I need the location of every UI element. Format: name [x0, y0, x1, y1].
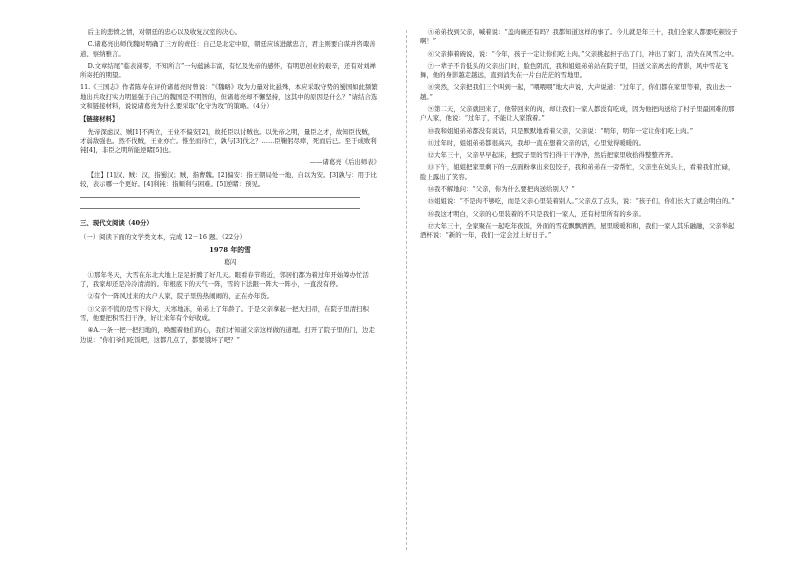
story-paragraph: ⑥父亲捧着碗说，说：“今年，孩子一定让你们吃上肉。”父亲挑起担子出了门，冲出了家门，消失在风雪之中。: [427, 49, 738, 58]
story-author: 葛闪: [223, 257, 237, 266]
left-column: [80, 28, 380, 348]
section-heading: 三、现代文阅读（40分）: [80, 219, 153, 228]
link-heading: 【链接材料】: [80, 115, 119, 124]
story-paragraph: ⑬下午，姐姐把家里剩下的一点面粉拿出来包饺子，我和弟弟在一旁帮忙，父亲坐在炕头上，看着我们忙碌，脸上露出了笑容。: [420, 163, 735, 181]
story-paragraph: ③父亲不慌的是雪下得大，天寒地冻，弟弟上了年龄了。于是父亲拿起一把大扫帚，在院子里清扫积雪，他要把积雪扫干净，好让来年有个好收成。: [80, 304, 369, 323]
story-paragraph: ⑪过年时，姐姐弟弟都很高兴，我却一直在想着父亲的话，心里觉得暖暖的。: [427, 138, 645, 147]
story-paragraph: ⑩我和姐姐弟弟都没有说话，只是默默地看着父亲，父亲说：“明年，明年一定让你们吃上肉。”: [427, 126, 694, 135]
right-column: [420, 28, 740, 243]
story-paragraph: ⑮姐姐说：“不是肉不够吃，而是父亲心里装着别人。”父亲点了点头，说：“孩子们，你们长大了就会明白的。”: [427, 197, 735, 206]
story-paragraph: ⑧突然，父亲把我们三个叫到一起，“喂喂喂”地大声说，大声说道：“过年了，你们都在家里等着，我出去一趟。”: [420, 83, 732, 101]
section-subheading: （一）阅读下面的文学类文本，完成 12－16 题。（22分）: [80, 232, 246, 241]
story-paragraph: ⑭我不解地问：“父亲，你为什么要把肉送给别人？”: [427, 184, 575, 193]
story-paragraph: ⑦一辈子不肯低头的父亲出门时，脸色阴沉，我和姐姐弟弟站在院子里，目送父亲离去的背影，风中雪花飞舞，他的身影越走越远，直到消失在一片白茫茫的雪地里。: [420, 61, 729, 80]
story-paragraph: ④A.一条一把一把扫地的，唤醒着他们的心，我们才知道父亲这样做的道理。打开了院子里的门，边走边说：“你们爷们吃饭吧，这都几点了，都要饿坏了吧？”: [80, 326, 375, 344]
story-paragraph: ⑫大年三十，父亲早早起床，把院子里的雪扫得干干净净，然后把家里收拾得整整齐齐。: [427, 151, 677, 160]
story-paragraph: ⑤弟弟找到父亲，喊着说：“盖肉碗还有吗？我都知道这样的事了。今儿就是年三十，我们全家人都要吃顿饺子啊！”: [420, 28, 738, 46]
link-passage: 先帝深虑汉、贼[1]不两立，王业不偏安[2]，故托臣以讨贼也。以先帝之明，量臣之才，故知臣伐贼，才弱敌强也。然不伐贼，王业亦亡。惟坐而待亡，孰与[3]伐之？……臣鞠躬尽瘁，死而后已。至于成败利钝[4]，非臣之明所能逆睹[5]也。: [80, 127, 377, 155]
paragraph: 后主的悲愤之情，对朝廷的忠心以及收复汉室的决心。: [87, 28, 242, 36]
story-title: 1978 年的雪: [209, 245, 251, 254]
question-11: 11.《三国志》作者陈寿在评价诸葛亮时曾说：“《魏略》攻为力量对比悬殊，本应采取守势的蜀国如此频繁地出兵攻打实力明显强于自己的魏国是不明智的，但诸葛亮却不懈坚持，这其中的原因是什么？”请结合选文和链接材料，说说诸葛亮为什么要采取“化守为攻”的策略。（4分）: [80, 83, 378, 110]
answer-line: [80, 197, 360, 198]
column-divider: [406, 30, 407, 550]
story-paragraph: ⑰大年三十，全家聚在一起吃年夜饭，外面的雪花飘飘洒洒，屋里暖暖和和，我们一家人其乐融融，父亲举起酒杯说：“新的一年，我们一定会过上好日子。”: [420, 221, 735, 240]
option-d: D.文章结尾“临表涕零，不知所言”一句蕴涵丰富，有忆及先帝的感怀，有明思创业的艰辛，还有对刘禅所寄托的期望。: [80, 61, 376, 80]
answer-line: [80, 208, 360, 209]
option-c: C.诸葛亮出师伐魏时明确了三方的责任：自己是北定中原，朝廷应该进献忠言，君主则要自谋并咨诹善道、察纳雅言。: [80, 40, 376, 58]
story-paragraph: ②有个一阵风过来的大户人家，院子里热热闹闹的，正在办年货。: [87, 292, 273, 301]
story-paragraph: ⑨第二天，父亲就回来了，他带回来的肉，却让我们一家人都没有吃成，因为他把肉送给了村子里最困难的那户人家，他说：“过年了，不能让人家饿着。”: [420, 104, 735, 123]
link-source: ——诸葛亮《后出师表》: [309, 158, 380, 167]
story-paragraph: ⑯我这才明白，父亲的心里装着的不只是我们一家人，还有村里所有的乡亲。: [427, 209, 645, 218]
story-paragraph: ①那年冬天，大雪在东北大地上足足折腾了好几天。眼看春节将近，邻居们都为着过年开始筹办忙活了，我家却还是冷冷清清的。年根底下的天气一阵，雪的下法跟一阵大一阵小，一直没有停。: [80, 270, 369, 289]
annotation-note: 【注】[1]汉、贼：汉，指蜀汉；贼，指曹魏。[2]偏安：指王朝局处一地，自以为安。[3]孰与：用于比较，表示哪一个更好。[4]利钝：指顺利与困难。[5]逆睹：预见。: [80, 170, 377, 188]
